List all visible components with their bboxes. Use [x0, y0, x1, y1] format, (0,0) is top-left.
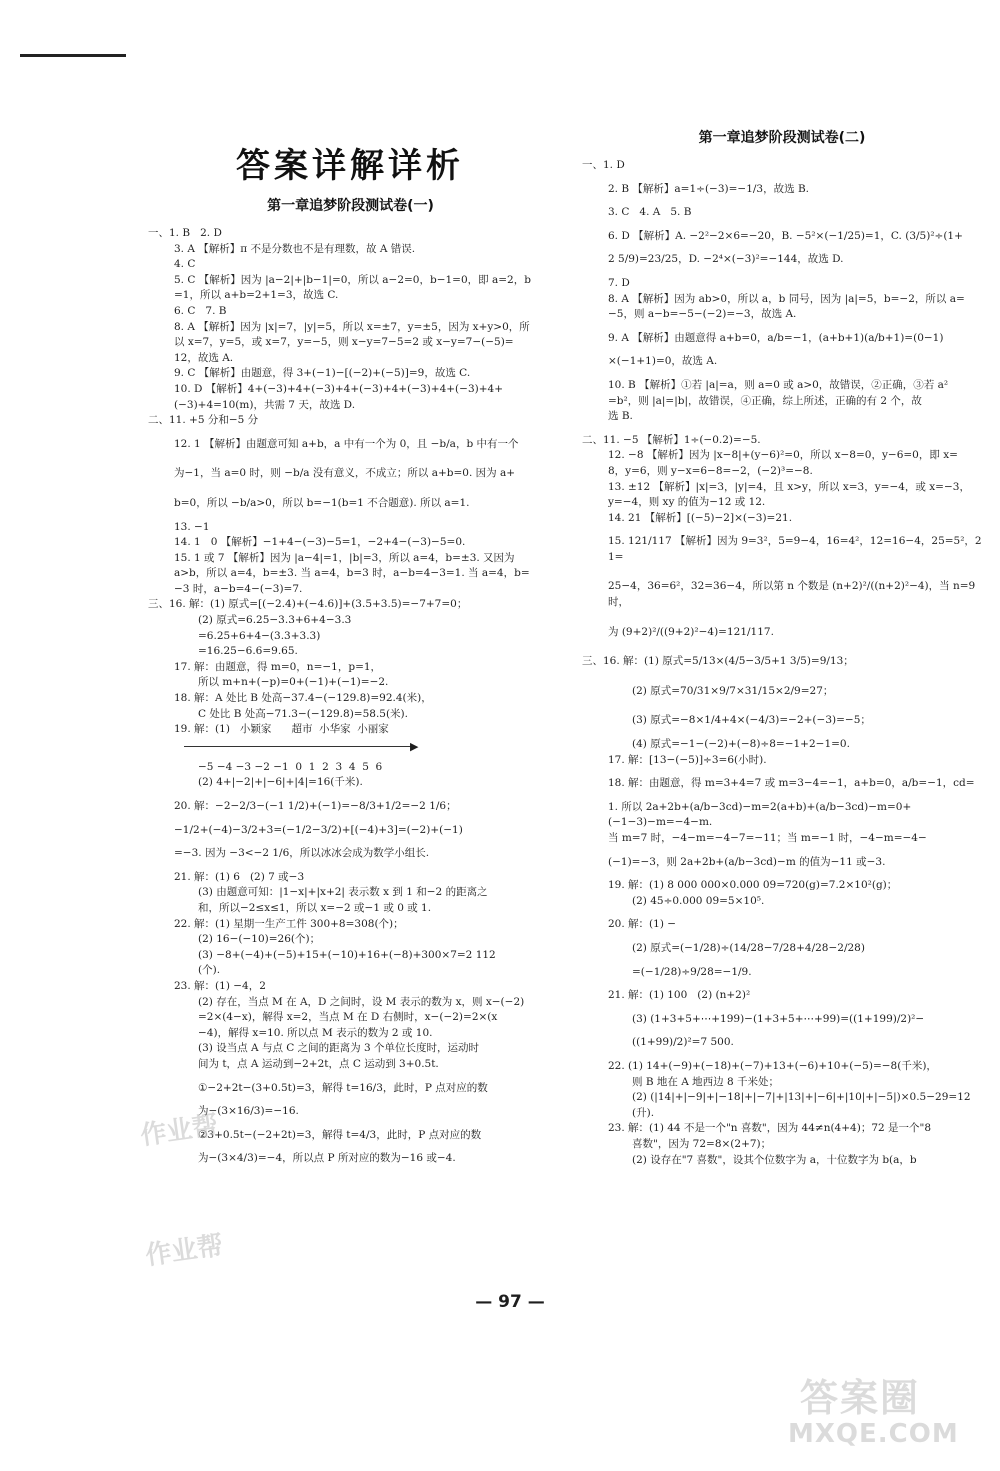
answer-line: =2×(4−x)，解得 x=2，当点 M 在 D 右侧时，x−(−2)=2×(x — [198, 1011, 498, 1024]
answer-line: 6. C 7. B — [174, 304, 227, 317]
header-rule — [20, 54, 126, 57]
answer-line: (2) 原式=70/31×9/7×31/15×2/9=27； — [632, 684, 834, 697]
answer-line: 19. 解：(1) 8 000 000×0.000 09=720(g)=7.2×10²(g)； — [608, 879, 898, 892]
answer-line: 为−(3×4/3)=−4，所以点 P 所对应的数为−16 或−4. — [198, 1152, 456, 1165]
answer-line: 选 B. — [608, 410, 633, 423]
answer-line: =−3. 因为 −3<−2 1/6，所以冰冰会成为数学小组长. — [174, 847, 430, 860]
answer-line: 17. 解：[13−(−5)]÷3=6(小时). — [608, 753, 767, 766]
answer-line: 8. A 【解析】因为 ab>0，所以 a，b 同号，因为 |a|=5，b=−2，所以 a= — [608, 292, 965, 305]
answer-line: C 处比 B 处高−71.3−(−129.8)=58.5(米). — [198, 707, 408, 720]
answer-line: 12. −8 【解析】因为 |x−8|+(y−6)²=0，所以 x−8=0，y−6=0，即 x= — [608, 449, 958, 462]
answer-line: (2) 设存在"7 喜数"，设其个位数字为 a，十位数字为 b(a，b — [632, 1153, 917, 1166]
answer-line: ((1+99)/2)²=7 500. — [632, 1036, 734, 1049]
answer-line: 14. 21 【解析】[(−5)−2]×(−3)=21. — [608, 511, 793, 524]
answer-line: 12. 1 【解析】由题意可知 a+b，a 中有一个为 0，且 −b/a，b 中有一个 — [174, 437, 519, 450]
answer-line: 为 (9+2)²/((9+2)²−4)=121/117. — [608, 625, 774, 638]
answer-line: (3) 原式=−8×1/4+4×(−4/3)=−2+(−3)=−5； — [632, 714, 871, 727]
number-line — [184, 738, 444, 760]
answer-line: 6. D 【解析】A. −2²−2×6=−20，B. −5²×(−1/25)=1，C. (3/5)²÷(1+ — [608, 229, 963, 242]
answer-line: 14. 1 0 【解析】−1+4−(−3)−5=1，−2+4−(−3)−5=0. — [174, 536, 466, 549]
answer-line: 12，故选 A. — [174, 351, 234, 364]
answer-line: ×(−1+1)=0，故选 A. — [608, 355, 718, 368]
answer-line: 和，所以−2≤x≤1，所以 x=−2 或−1 或 0 或 1. — [198, 901, 432, 914]
answer-line: 23. 解：(1) −4，2 — [174, 979, 266, 992]
answer-line: 所以 m+n+(−p)=0+(−1)+(−1)=−2. — [198, 676, 389, 689]
answer-line: 15. 121/117 【解析】因为 9=3²，5=9−4，16=4²，12=16−4，25=5²，21= — [608, 535, 982, 563]
answer-line: (2) 存在，当点 M 在 A，D 之间时，设 M 表示的数为 x，则 x−(−2) — [198, 995, 525, 1008]
answer-line: (2) 45÷0.000 09=5×10⁵. — [632, 894, 765, 907]
answer-line: −4)，解得 x=10. 所以点 M 表示的数为 2 或 10. — [198, 1026, 433, 1039]
watermark-bottom: MXQE.COM — [788, 1419, 959, 1449]
answer-line: (3) −8+(−4)+(−5)+15+(−10)+16+(−8)+300×7=2 112 — [198, 948, 496, 961]
answer-line: =(−1/28)÷9/28=−1/9. — [632, 965, 752, 978]
page-number: — 97 — — [475, 1292, 545, 1312]
answer-line: y=−4，则 xy 的值为−12 或 12. — [608, 496, 766, 509]
main-title: 答案详解详析 — [236, 146, 464, 186]
answer-line: 1. 所以 2a+2b+(a/b−3cd)−m=2(a+b)+(a/b−3cd)−m=0+ — [608, 800, 912, 813]
answer-line: =16.25−6.6=9.65. — [198, 645, 298, 658]
answer-line: (−3)+4=10(m)，共需 7 天，故选 D. — [174, 398, 356, 411]
answer-line: 2 5/9)=23/25，D. −2⁴×(−3)²=−144，故选 D. — [608, 253, 844, 266]
watermark-logo — [780, 1367, 990, 1457]
answer-line: 3. A 【解析】π 不是分数也不是有理数，故 A 错误. — [174, 242, 416, 255]
answer-line: 间为 t，点 A 运动到−2+2t，点 C 运动到 3+0.5t. — [198, 1057, 439, 1070]
answer-line: 4. C — [174, 258, 196, 271]
answer-line: (−1−3)−m=−4−m. — [608, 816, 713, 829]
answer-line: a>b，所以 a=4，b=±3. 当 a=4，b=3 时，a−b=4−3=1. 当 a=4，b= — [174, 567, 530, 580]
answer-line: 二、11. −5 【解析】1÷(−0.2)=−5. — [582, 433, 761, 446]
answer-line: 23. 解：(1) 44 不是一个"n 喜数"，因为 44≠n(4+4)；72 是一个"8 — [608, 1122, 932, 1135]
answer-line: 10. B 【解析】①若 |a|=a，则 a=0 或 a>0，故错误，②正确，③若 a² — [608, 378, 949, 391]
answer-line: 9. C 【解析】由题意，得 3+(−1)−[(−2)+(−5)]=9，故选 C. — [174, 367, 471, 380]
answer-line: 一、1. D — [582, 159, 625, 171]
answer-line: 喜数"，因为 72=8×(2+7)； — [632, 1137, 772, 1150]
right-section-title: 第一章追梦阶段测试卷(二) — [698, 130, 866, 146]
answer-line: 以 x=7，y=5，或 x=7，y=−5，则 x−y=7−5=2 或 x−y=7−(−5)= — [174, 336, 514, 349]
answer-line: ②3+0.5t−(−2+2t)=3，解得 t=4/3，此时，P 点对应的数 — [198, 1128, 482, 1141]
answer-line: 18. 解：A 处比 B 处高−37.4−(−129.8)=92.4(米)， — [174, 692, 432, 705]
answer-line: 13. −1 — [174, 520, 210, 533]
answer-line: (−1)=−3，则 2a+2b+(a/b−3cd)−m 的值为−11 或−3. — [608, 855, 886, 868]
answer-line: =1，所以 a+b=2+1=3，故选 C. — [174, 289, 339, 302]
answer-line: −3 时，a−b=4−(−3)=7. — [174, 582, 303, 595]
left-column — [148, 198, 553, 1167]
answer-line: (2) (|14|+|−9|+|−18|+|−7|+|13|+|−6|+|10|+|−5|)×0.5−29=12 — [632, 1091, 971, 1104]
answer-line: 8. A 【解析】因为 |x|=7，|y|=5，所以 x=±7，y=±5，因为 x+y>0，所 — [174, 320, 530, 333]
answer-line: 22. (1) 14+(−9)+(−18)+(−7)+13+(−6)+10+(−5)=−8(千米)， — [608, 1059, 937, 1072]
answer-line: 20. 解：(1) − — [608, 918, 677, 931]
answer-line: 21. 解：(1) 100 (2) (n+2)² — [608, 989, 751, 1002]
answer-line: 2. B 【解析】a=1÷(−3)=−1/3，故选 B. — [608, 182, 810, 195]
number-line-arrow-icon: ▶ — [410, 739, 419, 753]
answer-line: (3) 由题意可知：|1−x|+|x+2| 表示数 x 到 1 和−2 的距离之 — [198, 886, 488, 899]
answer-line: 8，y=6，则 y−x=6−8=−2，(−2)³=−8. — [608, 464, 813, 477]
answer-line: 22. 解：(1) 星期一生产工件 300+8=308(个)； — [174, 917, 404, 930]
answer-line: 9. A 【解析】由题意得 a+b=0，a/b=−1，(a+b+1)(a/b+1)=(0−1) — [608, 331, 944, 344]
faded-stamp: 作业帮 — [138, 1110, 221, 1152]
answer-line: −1/2+(−4)−3/2+3=(−1/2−3/2)+[(−4)+3]=(−2)+(−1) — [174, 823, 463, 836]
answer-line: 15. 1 或 7 【解析】因为 |a−4|=1，|b|=3，所以 a=4，b=±3. 又因为 — [174, 551, 515, 564]
answer-line: 为−1，当 a=0 时，则 −b/a 没有意义，不成立；所以 a+b=0. 因为 a+ — [174, 467, 516, 480]
answer-line: (3) 设当点 A 与点 C 之间的距离为 3 个单位长度时，运动时 — [198, 1042, 480, 1055]
right-column — [582, 128, 982, 1168]
answer-line: 19. 解：(1) 小颖家 超市 小华家 小丽家 — [174, 723, 389, 736]
answer-line: 当 m=7 时，−4−m=−4−7=−11；当 m=−1 时，−4−m=−4− — [608, 832, 927, 844]
answer-line: 13. ±12 【解析】|x|=3，|y|=4，且 x>y，所以 x=3，y=−4，或 x=−3， — [608, 480, 970, 493]
answer-line: 三、16. 解：(1) 原式=5/13×(4/5−3/5+1 3/5)=9/13； — [582, 655, 854, 668]
answer-line: (2) 4+|−2|+|−6|+|4|=16(千米). — [198, 776, 363, 789]
answer-line: 10. D 【解析】4+(−3)+4+(−3)+4+(−3)+4+(−3)+4+(−3)+4+ — [174, 382, 504, 395]
answer-line: 20. 解：−2−2/3−(−1 1/2)+(−1)=−8/3+1/2=−2 1/6； — [174, 800, 457, 812]
watermark-top: 答案圈 — [800, 1376, 921, 1420]
answer-line: =b²，则 |a|=|b|，故错误，④正确，综上所述，正确的有 2 个，故 — [608, 394, 922, 407]
answer-line: (2) 原式=(−1/28)÷(14/28−7/28+4/28−2/28) — [632, 941, 865, 954]
answer-line: 18. 解：由题意，得 m=3+4=7 或 m=3−4=−1，a+b=0，a/b=−1，cd= — [608, 777, 975, 790]
answer-line: 则 B 地在 A 地西边 8 千米处； — [632, 1075, 780, 1088]
answer-line: 21. 解：(1) 6 (2) 7 或−3 — [174, 870, 305, 883]
answer-line: =6.25+6+4−(3.3+3.3) — [198, 629, 321, 642]
answer-line: (3) (1+3+5+⋯+199)−(1+3+5+⋯+99)=((1+199)/2)²− — [632, 1012, 925, 1025]
faded-stamp: 作业帮 — [143, 1230, 226, 1272]
answer-line: (个). — [198, 964, 221, 977]
answer-line: 三、16. 解：(1) 原式=[(−2.4)+(−4.6)]+(3.5+3.5)=−7+7=0； — [148, 598, 468, 611]
answer-line: (2) 原式=6.25−3.3+6+4−3.3 — [198, 614, 352, 627]
answer-line: −5，则 a−b=−5−(−2)=−3，故选 A. — [608, 308, 797, 321]
answer-line: 7. D — [608, 276, 630, 289]
answer-line: 5. C 【解析】因为 |a−2|+|b−1|=0，所以 a−2=0，b−1=0，即 a=2，b — [174, 273, 531, 286]
answer-line: (4) 原式=−1−(−2)+(−8)÷8=−1+2−1=0. — [632, 738, 850, 751]
answer-line: 25−4，36=6²，32=36−4，所以第 n 个数是 (n+2)²/((n+2)²−4)，当 n=9 时， — [608, 580, 979, 609]
answer-line: 二、11. +5 分和−5 分 — [148, 414, 259, 427]
answer-line: 3. C 4. A 5. B — [608, 206, 692, 219]
answer-line: (升). — [632, 1106, 655, 1119]
answer-line: ①−2+2t−(3+0.5t)=3，解得 t=16/3，此时，P 点对应的数 — [198, 1081, 488, 1094]
answer-line: 17. 解：由题意，得 m=0，n=−1，p=1， — [174, 660, 382, 673]
answer-line: 为−(3×16/3)=−16. — [198, 1105, 299, 1118]
number-line-axis — [184, 746, 414, 747]
answer-line: b=0，所以 −b/a>0，所以 b=−1(b=1 不合题意). 所以 a=1. — [174, 496, 470, 509]
answer-line: (2) 16−(−10)=26(个)； — [198, 933, 321, 946]
left-section-title: 第一章追梦阶段测试卷(一) — [267, 198, 434, 214]
number-line-ticks: −5 −4 −3 −2 −1 0 1 2 3 4 5 6 — [198, 760, 383, 773]
answer-line: 一、1. B 2. D — [148, 227, 222, 239]
